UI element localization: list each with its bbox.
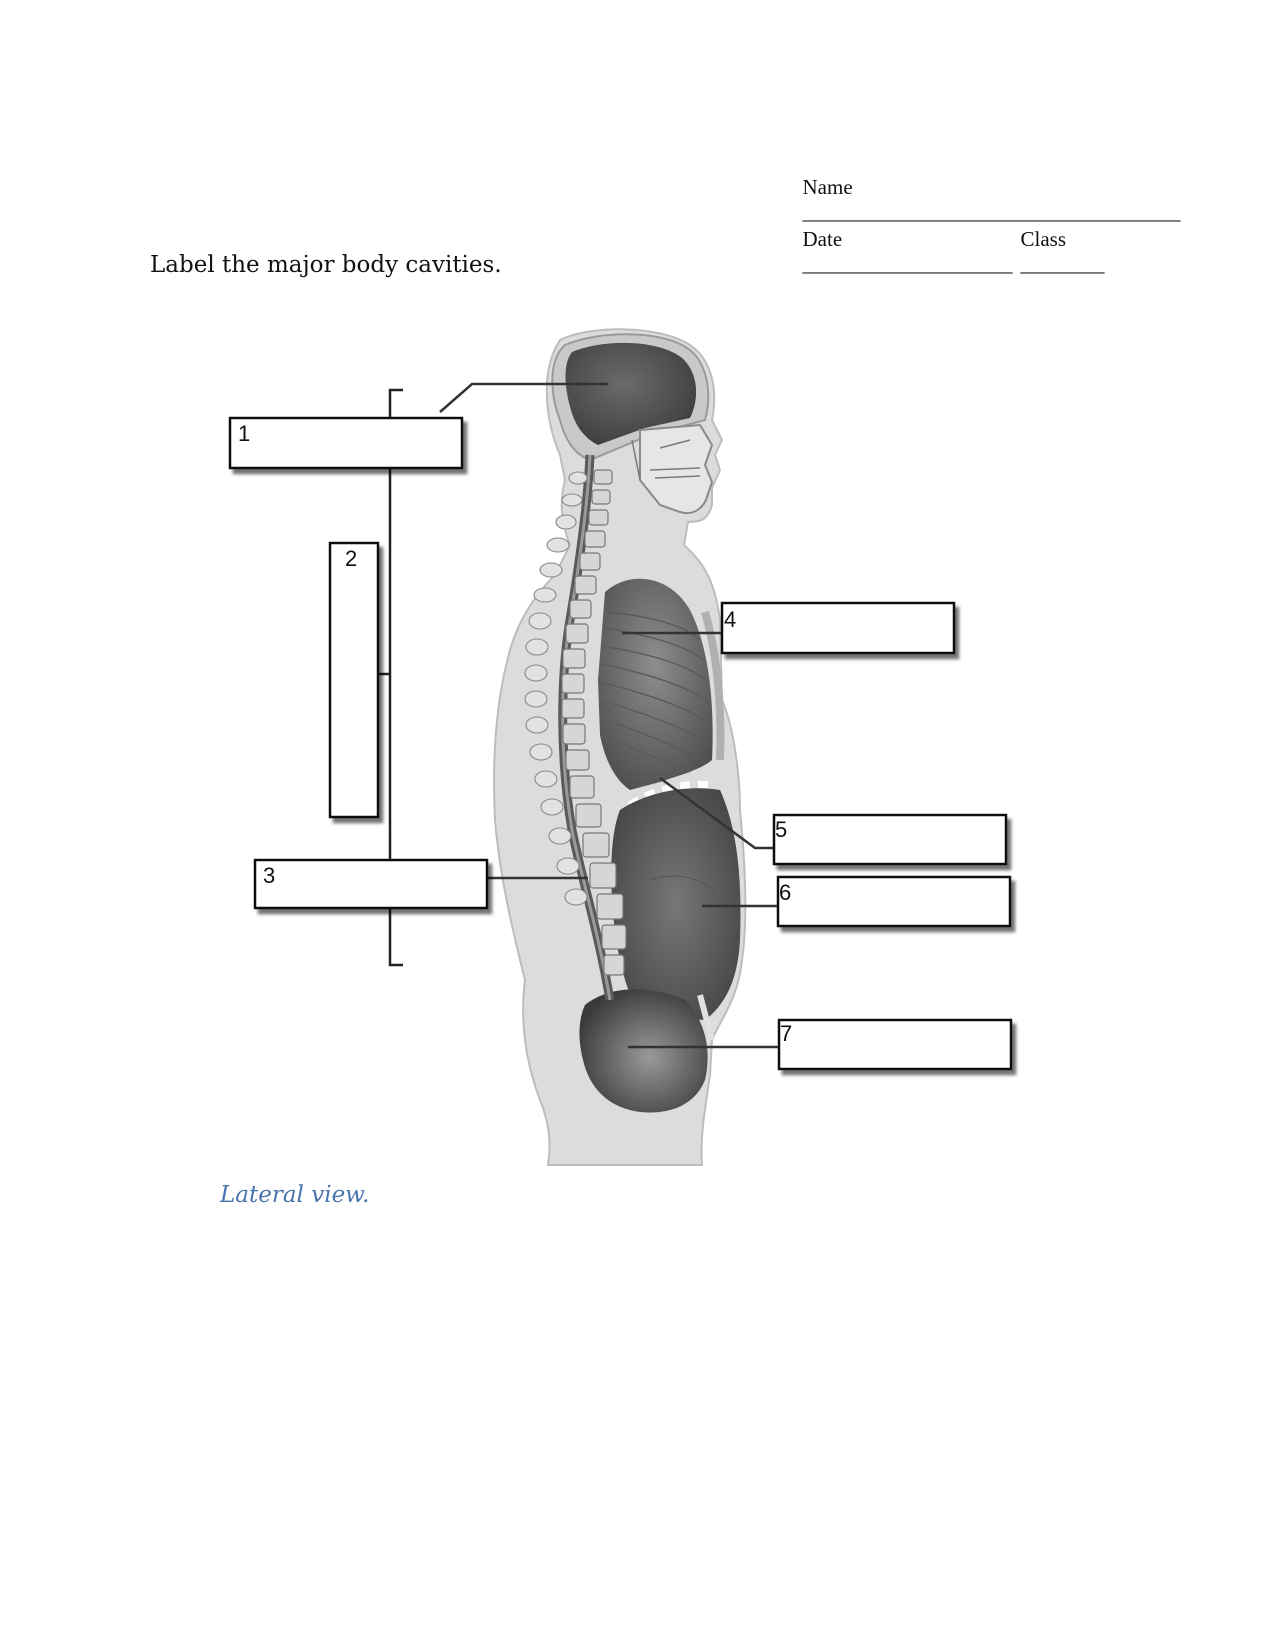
label-number-3: 3 bbox=[263, 863, 276, 888]
label-number-5: 5 bbox=[775, 817, 788, 842]
label-number-2: 2 bbox=[345, 546, 358, 571]
name-label: Name bbox=[802, 175, 853, 199]
date-label: Date bbox=[802, 227, 843, 251]
label-number-7: 7 bbox=[780, 1021, 793, 1046]
label-box-3[interactable] bbox=[255, 860, 487, 908]
label-box-2[interactable] bbox=[330, 543, 378, 817]
instruction: Label the major body cavities. bbox=[150, 252, 502, 278]
class-label: Class bbox=[1020, 227, 1067, 251]
label-box-1[interactable] bbox=[230, 418, 462, 468]
label-number-4: 4 bbox=[724, 607, 737, 632]
label-box-6[interactable] bbox=[778, 877, 1010, 926]
class-blank[interactable]: ________ bbox=[1020, 252, 1105, 276]
label-box-7[interactable] bbox=[779, 1020, 1011, 1069]
label-box-4[interactable] bbox=[722, 603, 954, 653]
label-box-5[interactable] bbox=[774, 815, 1006, 864]
name-blank[interactable]: ____________________________________ bbox=[802, 200, 1181, 224]
caption: Lateral view. bbox=[220, 1182, 370, 1208]
label-number-1: 1 bbox=[238, 421, 251, 446]
date-blank[interactable]: ____________________ bbox=[802, 252, 1013, 276]
label-number-6: 6 bbox=[779, 880, 792, 905]
